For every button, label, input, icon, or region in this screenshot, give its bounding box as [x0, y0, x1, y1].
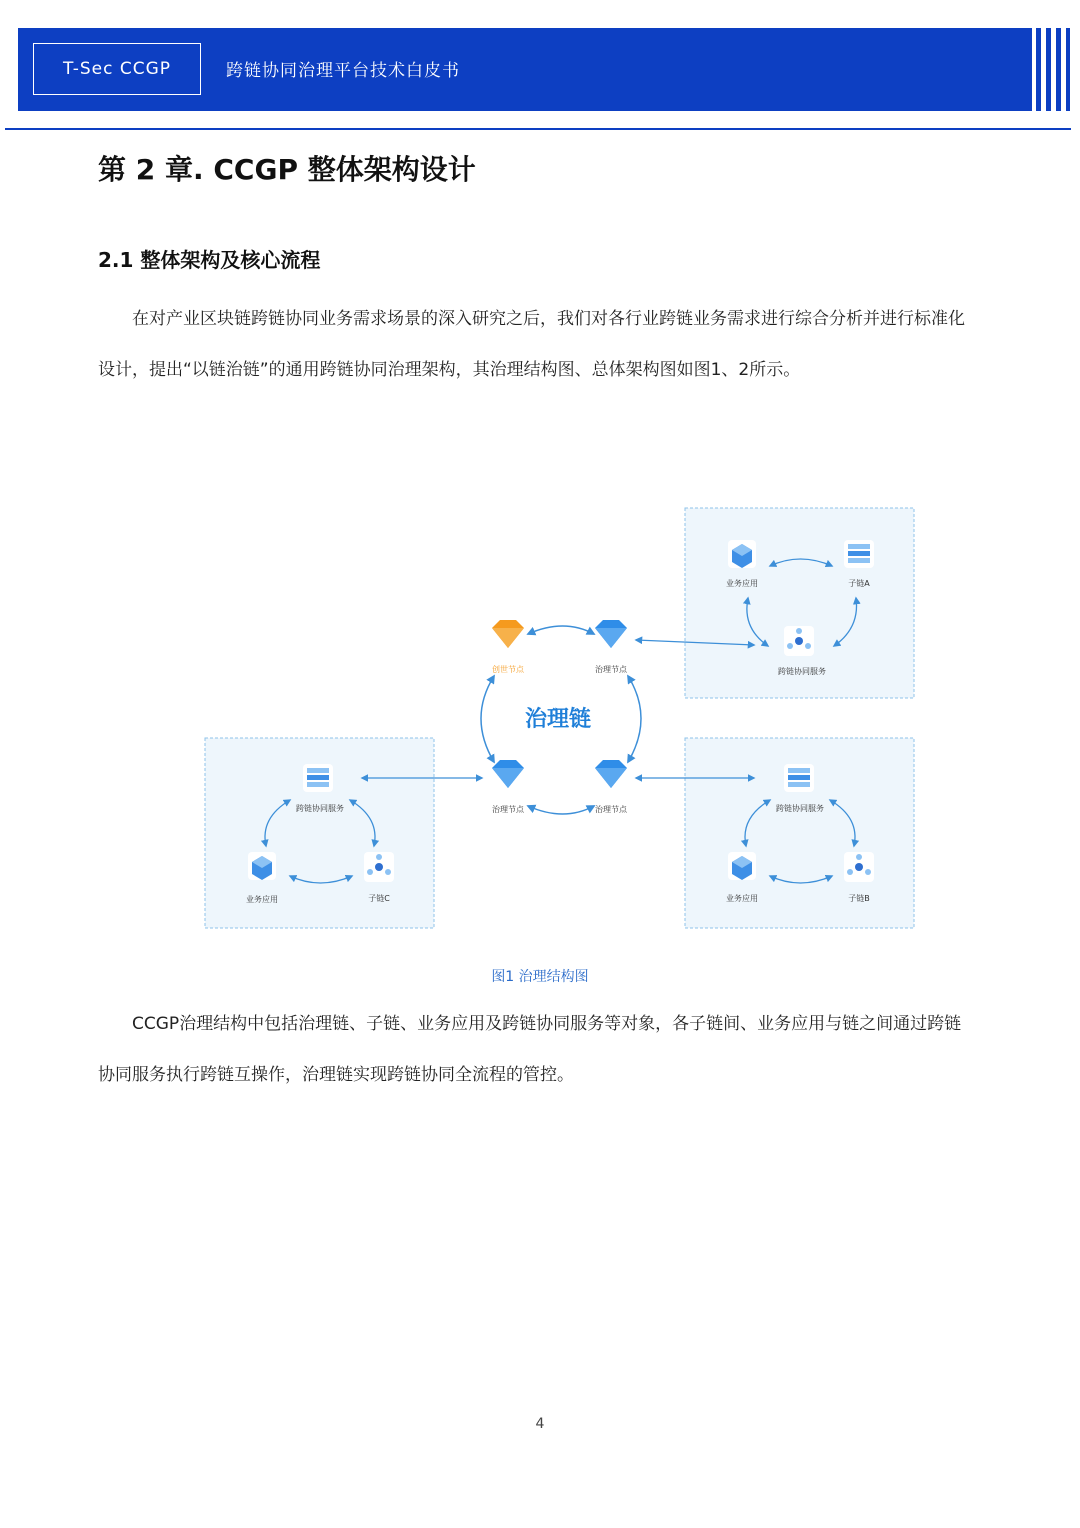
- header-stripe-decoration: [1032, 28, 1072, 111]
- subchain-b-label: 子链B: [848, 894, 870, 903]
- governance-node-label: 治理节点: [595, 665, 627, 674]
- business-app-label: 业务应用: [726, 894, 758, 903]
- governance-node-label: 治理节点: [595, 805, 627, 814]
- header-stripes: [992, 28, 1032, 111]
- document-title: 跨链协同治理平台技术白皮书: [226, 61, 460, 81]
- header-rule: [5, 128, 1071, 130]
- body-paragraph: 在对产业区块链跨链协同业务需求场景的深入研究之后，我们对各行业跨链业务需求进行综合分析并进行标准化设计，提出“以链治链”的通用跨链协同治理架构，其治理结构图、总体架构图如图1、2所示。: [98, 309, 965, 380]
- section-title: 2.1 整体架构及核心流程: [98, 248, 321, 272]
- cross-chain-service-label: 跨链协同服务: [778, 667, 826, 676]
- business-app-label: 业务应用: [726, 579, 758, 588]
- governance-node-bottom-left: [492, 760, 525, 814]
- business-app-label: 业务应用: [246, 895, 278, 904]
- server-icon: [788, 768, 810, 787]
- subchain-a-label: 子链A: [848, 579, 870, 588]
- server-icon: [848, 544, 870, 563]
- figure-caption: 图1 治理结构图: [491, 969, 589, 985]
- brand-logo-box: T-Sec CCGP: [33, 43, 201, 95]
- body-paragraph: CCGP治理结构中包括治理链、子链、业务应用及跨链协同服务等对象，各子链间、业务应用与链之间通过跨链协同服务执行跨链互操作，治理链实现跨链协同全流程的管控。: [98, 1014, 962, 1085]
- genesis-node: [492, 620, 525, 674]
- governance-node-label: 治理节点: [492, 805, 524, 814]
- governance-node-bottom-right: [595, 760, 628, 814]
- governance-structure-diagram: [196, 500, 926, 940]
- governance-chain-label: 治理链: [524, 707, 592, 732]
- genesis-node-label: 创世节点: [492, 665, 524, 674]
- governance-node-top-right: [595, 620, 628, 674]
- chapter-title: 第 2 章. CCGP 整体架构设计: [98, 153, 476, 186]
- cross-chain-service-label: 跨链协同服务: [296, 804, 344, 813]
- page-number: 4: [535, 1416, 545, 1432]
- server-icon: [307, 768, 329, 787]
- subchain-c-label: 子链C: [368, 894, 390, 903]
- page-header: [18, 28, 1032, 111]
- cross-chain-service-label: 跨链协同服务: [776, 804, 824, 813]
